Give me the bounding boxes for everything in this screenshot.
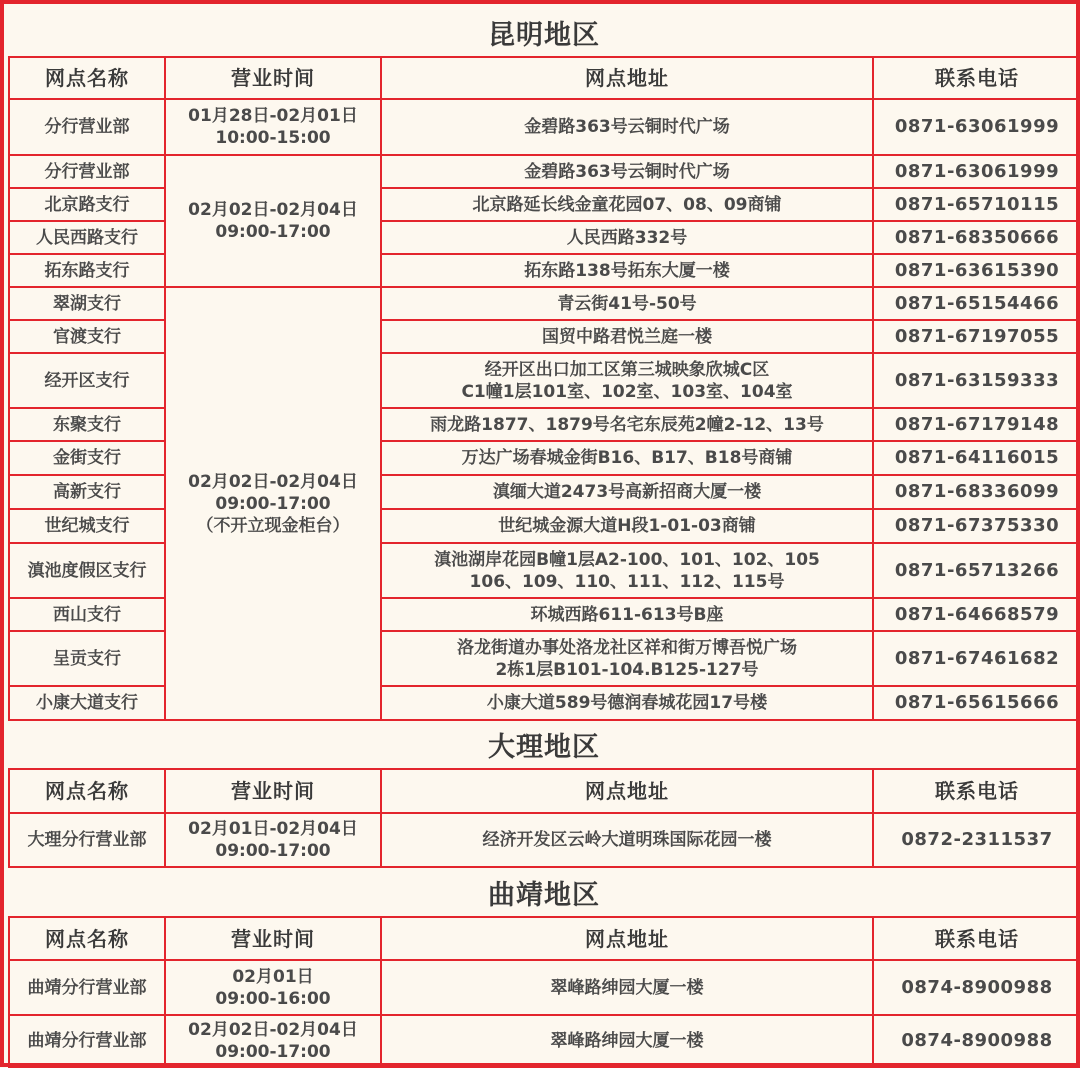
business-hours [165, 960, 381, 1015]
header-name: 网点名称 [9, 917, 165, 960]
address-line: 106、109、110、111、112、115号 [469, 571, 785, 592]
table-row [9, 99, 1080, 155]
branch-name: 大理分行营业部 [9, 813, 165, 867]
business-hours [165, 99, 381, 155]
table-header-row [9, 769, 1080, 813]
hours-date: 02月01日 [232, 966, 314, 987]
branch-address [381, 543, 873, 598]
branch-phone: 0871-63061999 [873, 155, 1080, 188]
header-phone: 联系电话 [873, 57, 1080, 99]
branch-name: 小康大道支行 [9, 686, 165, 720]
branch-phone: 0871-68350666 [873, 221, 1080, 254]
hours-time: 10:00-15:00 [215, 128, 331, 148]
business-hours-group-a [165, 155, 381, 287]
branch-name: 拓东路支行 [9, 254, 165, 287]
branch-name: 世纪城支行 [9, 509, 165, 543]
branch-phone: 0871-65710115 [873, 188, 1080, 221]
branch-name: 滇池度假区支行 [9, 543, 165, 598]
dali-table [8, 768, 1080, 868]
branch-name: 西山支行 [9, 598, 165, 631]
header-address: 网点地址 [381, 57, 873, 99]
header-name: 网点名称 [9, 57, 165, 99]
branch-address: 国贸中路君悦兰庭一楼 [381, 320, 873, 353]
section-title-kunming: 昆明地区 [488, 19, 600, 51]
branch-name: 官渡支行 [9, 320, 165, 353]
header-phone: 联系电话 [873, 769, 1080, 813]
table-row [9, 287, 1080, 320]
address-line: 经开区出口加工区第三城映象欣城C区 [484, 359, 770, 380]
qujing-table [8, 916, 1080, 1068]
table-header-row [9, 57, 1080, 99]
section-title-dali: 大理地区 [488, 731, 600, 763]
branch-address: 金碧路363号云铜时代广场 [381, 99, 873, 155]
hours-date: 01月28日-02月01日 [188, 106, 358, 126]
branch-name: 翠湖支行 [9, 287, 165, 320]
branch-address [381, 631, 873, 686]
hours-time: 09:00-17:00 [215, 841, 331, 861]
header-hours: 营业时间 [165, 917, 381, 960]
hours-time: 09:00-17:00 [215, 222, 331, 242]
branch-phone: 0871-63159333 [873, 353, 1080, 408]
branch-phone: 0874-8900988 [873, 960, 1080, 1015]
header-name: 网点名称 [9, 769, 165, 813]
branch-name: 呈贡支行 [9, 631, 165, 686]
branch-phone: 0871-63061999 [873, 99, 1080, 155]
table-header-row [9, 917, 1080, 960]
header-hours: 营业时间 [165, 57, 381, 99]
hours-time: 09:00-17:00 [215, 1042, 331, 1062]
address-line: C1幢1层101室、102室、103室、104室 [461, 381, 793, 402]
header-hours: 营业时间 [165, 769, 381, 813]
section-title-qujing: 曲靖地区 [488, 879, 600, 911]
branch-phone: 0871-67197055 [873, 320, 1080, 353]
business-hours [165, 1015, 381, 1067]
hours-note: （不开立现金柜台） [196, 515, 350, 536]
kunming-table [8, 56, 1080, 721]
header-address: 网点地址 [381, 917, 873, 960]
branch-name: 金街支行 [9, 441, 165, 475]
header-address: 网点地址 [381, 769, 873, 813]
branch-address: 人民西路332号 [381, 221, 873, 254]
table-row [9, 960, 1080, 1015]
branch-phone: 0872-2311537 [873, 813, 1080, 867]
table-row [9, 155, 1080, 188]
address-line: 洛龙街道办事处洛龙社区祥和街万博吾悦广场 [457, 637, 797, 658]
branch-phone: 0871-63615390 [873, 254, 1080, 287]
hours-date: 02月02日-02月04日 [188, 471, 358, 492]
branch-address: 小康大道589号德润春城花园17号楼 [381, 686, 873, 720]
branch-name: 分行营业部 [9, 99, 165, 155]
branch-address: 世纪城金源大道H段1-01-03商铺 [381, 509, 873, 543]
branch-name: 北京路支行 [9, 188, 165, 221]
branch-address: 环城西路611-613号B座 [381, 598, 873, 631]
branch-name: 分行营业部 [9, 155, 165, 188]
hours-time: 09:00-17:00 [215, 493, 331, 514]
branch-phone: 0871-64116015 [873, 441, 1080, 475]
branch-name: 人民西路支行 [9, 221, 165, 254]
branch-address: 翠峰路绅园大厦一楼 [381, 1015, 873, 1067]
branch-address: 万达广场春城金街B16、B17、B18号商铺 [381, 441, 873, 475]
branch-name: 曲靖分行营业部 [9, 960, 165, 1015]
branch-name: 高新支行 [9, 475, 165, 509]
branch-name: 曲靖分行营业部 [9, 1015, 165, 1067]
address-line: 2栋1层B101-104.B125-127号 [495, 659, 759, 680]
branch-address [381, 353, 873, 408]
branch-address: 翠峰路绅园大厦一楼 [381, 960, 873, 1015]
branch-address: 金碧路363号云铜时代广场 [381, 155, 873, 188]
hours-date: 02月01日-02月04日 [188, 819, 358, 839]
branch-phone: 0871-65713266 [873, 543, 1080, 598]
branch-phone: 0871-65615666 [873, 686, 1080, 720]
branch-phone: 0871-67461682 [873, 631, 1080, 686]
branch-phone: 0871-67375330 [873, 509, 1080, 543]
business-hours-group-b [165, 287, 381, 720]
header-phone: 联系电话 [873, 917, 1080, 960]
branch-address: 拓东路138号拓东大厦一楼 [381, 254, 873, 287]
branch-address: 北京路延长线金童花园07、08、09商铺 [381, 188, 873, 221]
branch-name: 经开区支行 [9, 353, 165, 408]
branch-phone: 0871-67179148 [873, 408, 1080, 441]
branch-name: 东聚支行 [9, 408, 165, 441]
hours-time: 09:00-16:00 [215, 988, 331, 1009]
branch-phone: 0871-65154466 [873, 287, 1080, 320]
hours-date: 02月02日-02月04日 [188, 200, 358, 220]
branch-address: 经济开发区云岭大道明珠国际花园一楼 [381, 813, 873, 867]
branch-phone: 0874-8900988 [873, 1015, 1080, 1067]
branch-phone: 0871-68336099 [873, 475, 1080, 509]
business-hours [165, 813, 381, 867]
branch-address: 雨龙路1877、1879号名宅东辰苑2幢2-12、13号 [381, 408, 873, 441]
branch-address: 滇缅大道2473号高新招商大厦一楼 [381, 475, 873, 509]
address-line: 滇池湖岸花园B幢1层A2-100、101、102、105 [434, 549, 820, 570]
branch-phone: 0871-64668579 [873, 598, 1080, 631]
branch-address: 青云街41号-50号 [381, 287, 873, 320]
hours-date: 02月02日-02月04日 [188, 1020, 358, 1040]
table-row [9, 813, 1080, 867]
table-row [9, 1015, 1080, 1067]
